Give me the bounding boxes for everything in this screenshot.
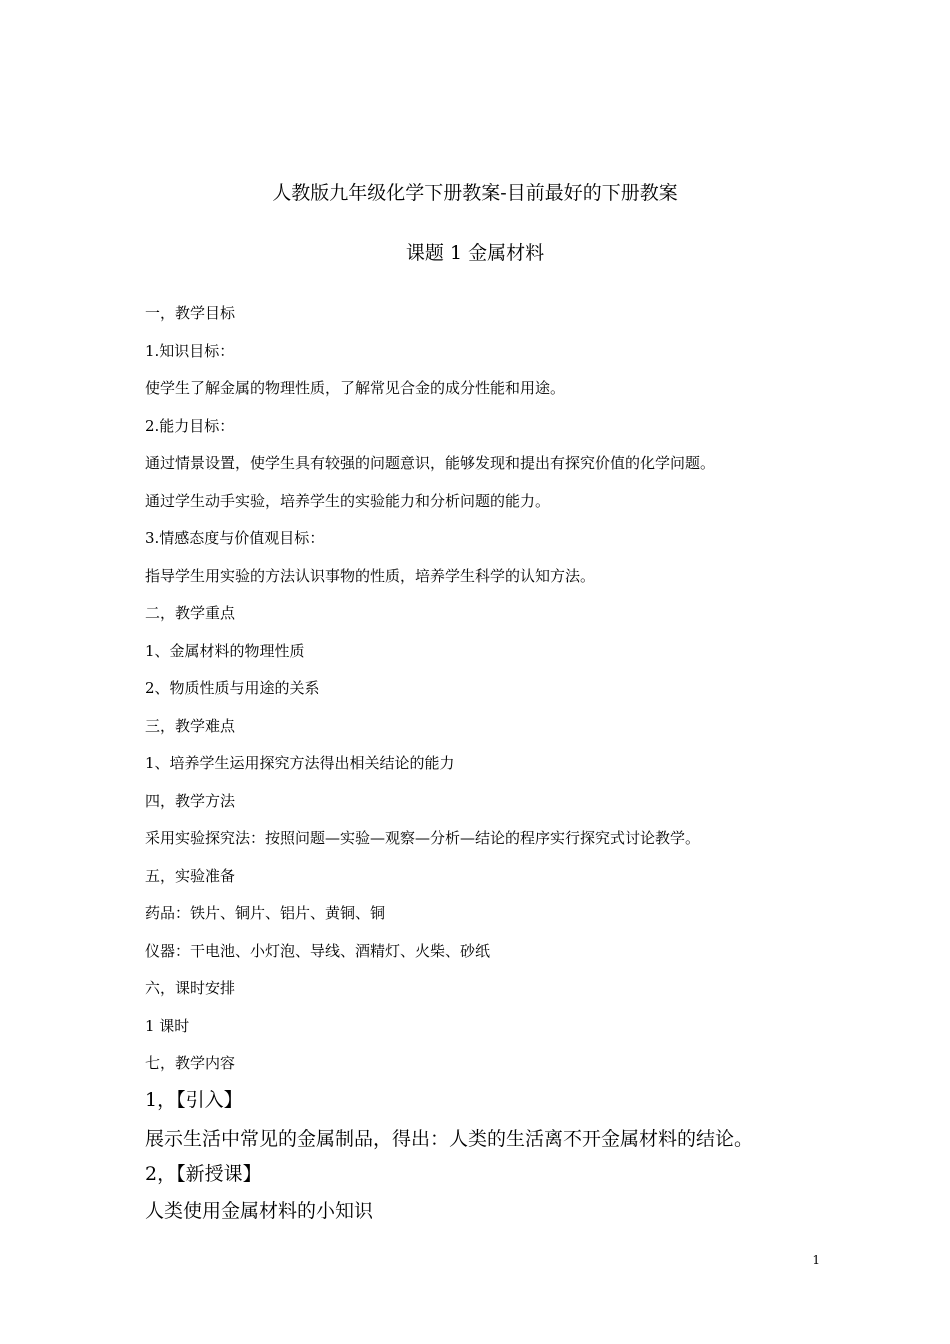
text-line: 人类使用金属材料的小知识	[145, 1200, 374, 1222]
section-heading: 五，实验准备	[145, 867, 236, 885]
text-line: 1，【引入】	[145, 1089, 243, 1111]
text-line: 通过情景设置，使学生具有较强的问题意识，能够发现和提出有探究价值的化学问题。	[145, 454, 716, 472]
document-title: 人教版九年级化学下册教案-目前最好的下册教案	[272, 182, 678, 204]
section-heading: 六，课时安排	[145, 979, 236, 997]
lesson-title: 课题 1 金属材料	[405, 242, 545, 264]
section-heading: 四，教学方法	[145, 792, 236, 810]
text-line: 通过学生动手实验，培养学生的实验能力和分析问题的能力。	[145, 492, 551, 510]
page-number: 1	[812, 1253, 820, 1267]
text-line: 2、物质性质与用途的关系	[145, 679, 320, 697]
text-line: 采用实验探究法：按照问题—实验—观察—分析—结论的程序实行探究式讨论教学。	[145, 829, 701, 847]
section-heading: 七，教学内容	[145, 1054, 236, 1072]
text-line: 展示生活中常见的金属制品，得出：人类的生活离不开金属材料的结论。	[145, 1128, 754, 1150]
text-line: 1 课时	[145, 1017, 190, 1035]
section-heading: 三，教学难点	[145, 717, 236, 735]
text-line: 仪器：干电池、小灯泡、导线、酒精灯、火柴、砂纸	[145, 942, 491, 960]
text-line: 指导学生用实验的方法认识事物的性质，培养学生科学的认知方法。	[145, 567, 596, 585]
text-line: 使学生了解金属的物理性质，了解常见合金的成分性能和用途。	[145, 379, 566, 397]
text-line: 1.知识目标：	[145, 342, 235, 360]
text-line: 2，【新授课】	[145, 1163, 262, 1185]
text-line: 2.能力目标：	[145, 417, 235, 435]
text-line: 药品：铁片、铜片、铝片、黄铜、铜	[145, 904, 386, 922]
text-line: 3.情感态度与价值观目标：	[145, 529, 325, 547]
section-heading: 一，教学目标	[145, 304, 236, 322]
section-heading: 二，教学重点	[145, 604, 236, 622]
text-line: 1、培养学生运用探究方法得出相关结论的能力	[145, 754, 455, 772]
text-line: 1、金属材料的物理性质	[145, 642, 305, 660]
